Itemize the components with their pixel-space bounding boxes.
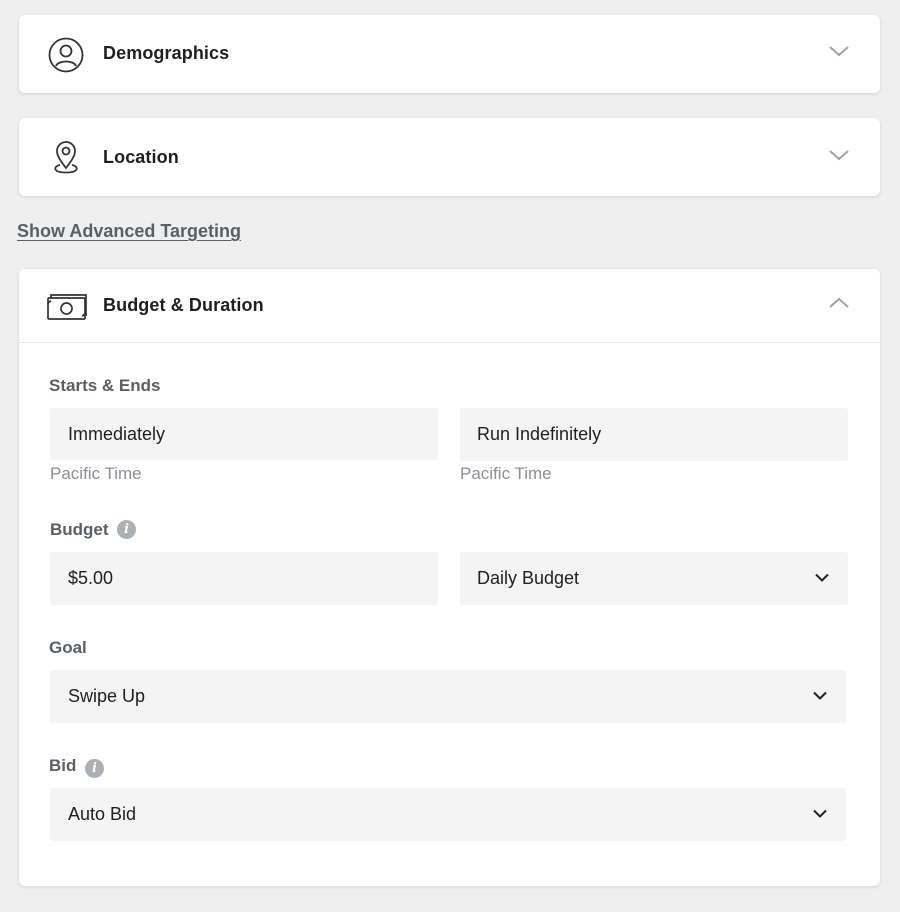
budget-type-select[interactable] — [460, 552, 848, 605]
chevron-down-icon — [812, 808, 828, 819]
budget-duration-title: Budget & Duration — [103, 295, 264, 315]
chevron-up-icon[interactable] — [828, 296, 850, 310]
chevron-down-icon[interactable] — [828, 44, 850, 58]
bid-info-icon[interactable]: i — [85, 759, 104, 778]
bid-label: Bid — [49, 756, 77, 775]
budget-duration-header[interactable] — [19, 269, 880, 342]
bid-value: Auto Bid — [68, 804, 137, 824]
user-circle-icon — [47, 36, 85, 74]
goal-value: Swipe Up — [68, 686, 146, 706]
chevron-down-icon — [814, 572, 830, 583]
start-time-field[interactable] — [50, 408, 438, 460]
map-pin-icon — [47, 138, 85, 176]
end-time-field[interactable] — [460, 408, 848, 461]
money-bill-icon — [47, 293, 87, 321]
budget-info-icon[interactable]: i — [117, 520, 136, 539]
demographics-title: Demographics — [103, 43, 230, 63]
bid-select[interactable] — [50, 788, 846, 841]
goal-label: Goal — [49, 638, 87, 657]
start-time-value: Immediately — [68, 424, 166, 444]
demographics-section[interactable] — [19, 15, 880, 93]
start-timezone-text: Pacific Time — [50, 464, 142, 483]
location-header[interactable] — [19, 118, 880, 196]
show-advanced-targeting-link[interactable]: Show Advanced Targeting — [17, 221, 242, 241]
budget-duration-section — [19, 269, 880, 886]
budget-label: Budget — [50, 520, 109, 539]
chevron-down-icon[interactable] — [828, 148, 850, 162]
section-divider — [19, 342, 880, 343]
chevron-down-icon — [812, 690, 828, 701]
starts-ends-label: Starts & Ends — [49, 376, 161, 395]
end-timezone-text: Pacific Time — [460, 464, 552, 483]
goal-select[interactable] — [50, 670, 846, 723]
location-section[interactable] — [19, 118, 880, 196]
budget-amount-value: $5.00 — [68, 568, 114, 588]
location-title: Location — [103, 147, 179, 167]
end-time-value: Run Indefinitely — [477, 424, 602, 444]
budget-amount-input[interactable] — [50, 552, 438, 605]
demographics-header[interactable] — [19, 15, 880, 93]
budget-type-value: Daily Budget — [477, 568, 580, 588]
